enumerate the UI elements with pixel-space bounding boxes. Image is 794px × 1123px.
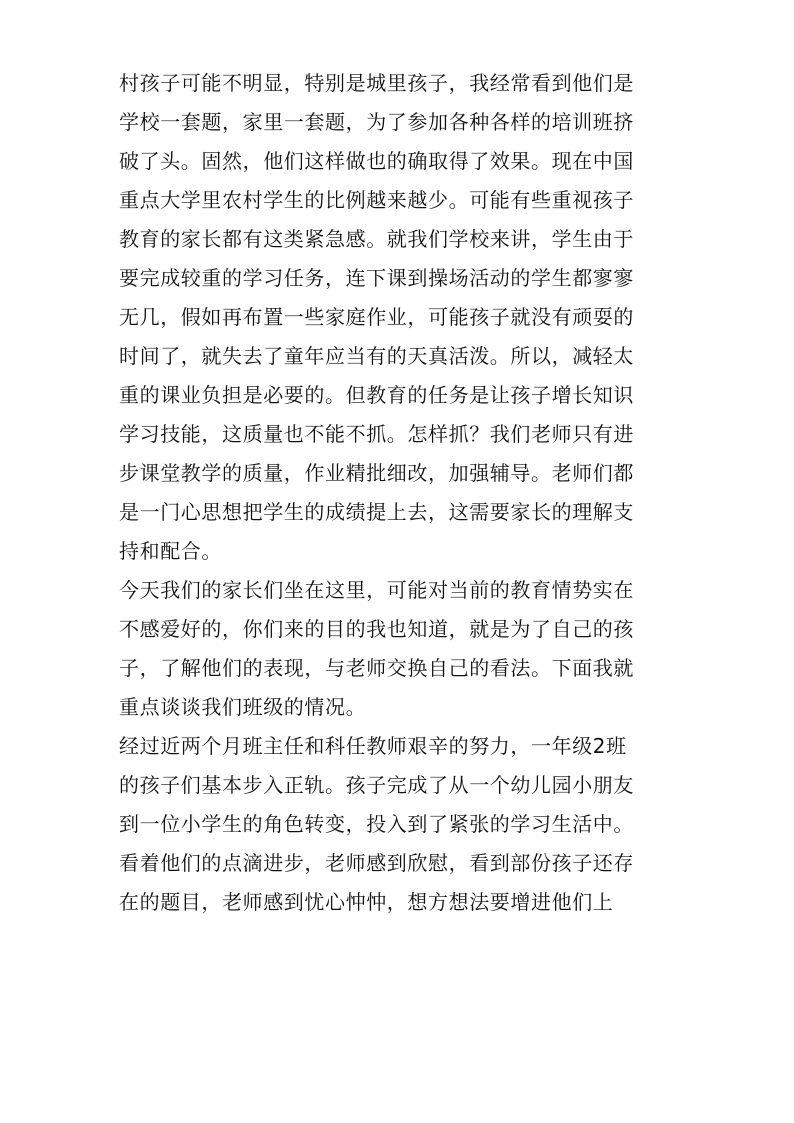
text-line: 步课堂教学的质量，作业精批细改，加强辅导。老师们都 [119,461,634,485]
paragraph-1 [119,64,675,571]
text-line: 重的课业负担是必要的。但教育的任务是让孩子增长知识 [119,383,634,407]
text-line: 无几，假如再布置一些家庭作业，可能孩子就没有顽耍的 [119,305,634,329]
text-line: 要完成较重的学习任务，连下课到操场活动的学生都寥寥 [119,266,634,290]
text-line: 教育的家长都有这类紧急感。就我们学校来讲，学生由于 [119,227,634,251]
document-body [119,64,675,922]
text-line: 看着他们的点滴进步，老师感到欣慰，看到部份孩子还存 [119,851,634,875]
text-line: 学习技能，这质量也不能不抓。怎样抓？我们老师只有进 [119,422,634,446]
text-line: 村孩子可能不明显，特别是城里孩子，我经常看到他们是 [119,71,634,95]
text-line: 重点谈谈我们班级的情况。 [119,695,367,719]
text-line: 今天我们的家长们坐在这里，可能对当前的教育情势实在 [119,578,634,602]
text-line: 持和配合。 [119,539,222,563]
text-line: 在的题目，老师感到忧心忡忡，想方想法要增进他们上 [119,890,614,914]
text-line: 重点大学里农村学生的比例越来越少。可能有些重视孩子 [119,188,634,212]
text-line: 子，了解他们的表现，与老师交换自己的看法。下面我就 [119,656,634,680]
text-line: 到一位小学生的角色转变，投入到了紧张的学习生活中。 [119,812,634,836]
text-line: 的孩子们基本步入正轨。孩子完成了从一个幼儿园小朋友 [119,773,634,797]
text-line: 学校一套题，家里一套题，为了参加各种各样的培训班挤 [119,110,634,134]
text-line: 经过近两个月班主任和科任教师艰辛的努力，一年级2班 [119,734,627,758]
paragraph-2 [119,571,675,727]
paragraph-3 [119,727,675,922]
text-line: 破了头。固然，他们这样做也的确取得了效果。现在中国 [119,149,634,173]
text-line: 不感爱好的，你们来的目的我也知道，就是为了自己的孩 [119,617,634,641]
text-line: 时间了，就失去了童年应当有的天真活泼。所以，减轻太 [119,344,634,368]
text-line: 是一门心思想把学生的成绩提上去，这需要家长的理解支 [119,500,634,524]
